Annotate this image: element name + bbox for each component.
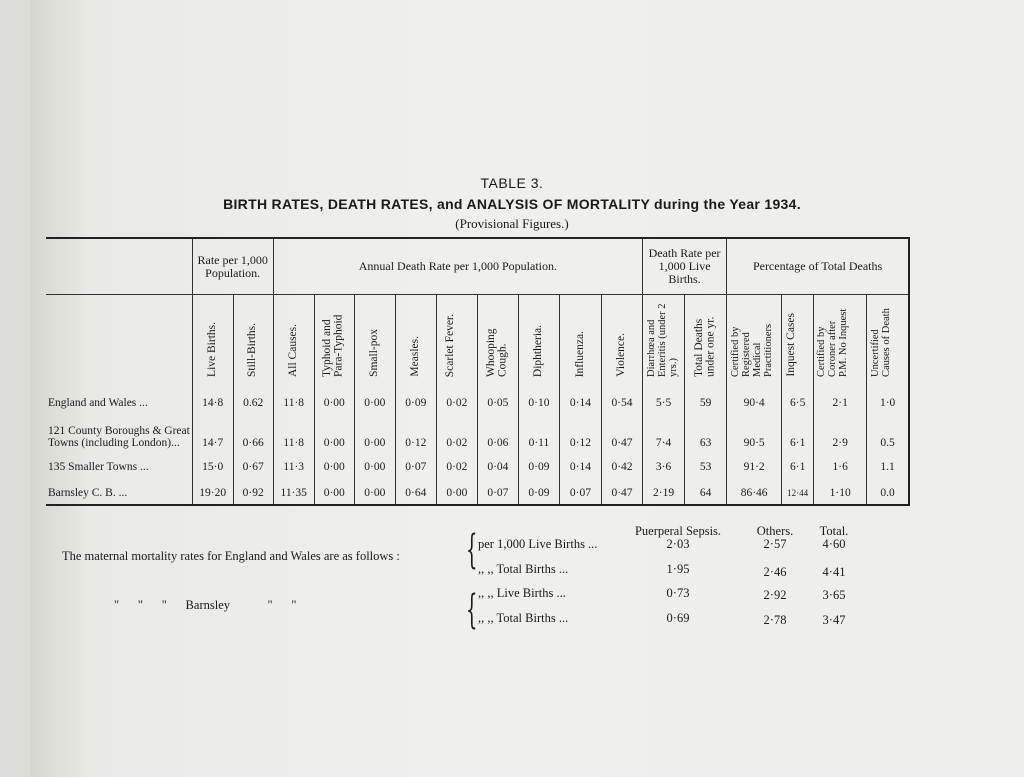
brace-icon: { (465, 527, 478, 573)
maternal-value: 2·46 (763, 565, 787, 579)
col-header: All Causes. (273, 295, 314, 384)
maternal-line-label: ,, ,, Live Births ... (478, 586, 566, 600)
maternal-barnsley-intro: " " " Barnsley " " (114, 598, 297, 612)
maternal-value: 2·92 (763, 588, 787, 602)
maternal-value: 2·57 (763, 537, 787, 551)
header-blank (46, 238, 192, 295)
maternal-value: 3·65 (822, 588, 846, 602)
maternal-value: 0·73 (666, 586, 690, 600)
col-header: Influenza. (559, 295, 601, 384)
maternal-value: 0·69 (666, 611, 690, 625)
maternal-value: 2·03 (666, 537, 690, 551)
header-total: Total. (819, 524, 849, 538)
col-header: Typhoid and Para-Typhoid (314, 295, 354, 384)
group-death-rate-live-births: Death Rate per 1,000 Live Births. (643, 238, 727, 295)
brace-icon: { (465, 587, 478, 633)
col-header: Total Deaths under one yr. (685, 295, 727, 384)
header-puerperal-sepsis: Puerperal Sepsis. (634, 524, 722, 538)
maternal-value: 4·60 (822, 537, 846, 551)
col-header: Measles. (395, 295, 436, 384)
col-header: Violence. (601, 295, 642, 384)
col-header: Still-Births. (233, 295, 273, 384)
col-header: Diphtheria. (518, 295, 559, 384)
col-header: Inquest Cases (782, 295, 814, 384)
col-header: Live Births. (192, 295, 233, 384)
maternal-line-label: ,, ,, Total Births ... (478, 562, 569, 576)
col-header: Scarlet Fever. (436, 295, 477, 384)
group-rate-per-1000: Rate per 1,000 Population. (192, 238, 273, 295)
maternal-value: 2·78 (763, 613, 787, 627)
col-header: Small-pox (354, 295, 395, 384)
mortality-table (46, 237, 910, 506)
col-header: Diarrhœa and Enteritis (under 2 yrs.) (643, 295, 685, 384)
maternal-value: 3·47 (822, 613, 846, 627)
col-header: Whooping Cough. (477, 295, 518, 384)
col-header: Certified by Registered Medical Practitioners (727, 295, 782, 384)
maternal-intro: The maternal mortality rates for England and Wales are as follows : (62, 549, 400, 563)
maternal-line-label: per 1,000 Live Births ... (478, 537, 598, 551)
col-header: Certified by Coroner after P.M. No Inquest (814, 295, 867, 384)
group-percentage: Percentage of Total Deaths (727, 238, 909, 295)
table-row: 121 County Boroughs & Great Towns (including London)... 14·7 0·66 11·8 0·00 0·00 0·12 0·02 0·06 0·11 0·12 0·47 7·4 63 90·5 6·1 2·9 0.5 (46, 415, 909, 453)
group-annual-death-rate: Annual Death Rate per 1,000 Population. (273, 238, 642, 295)
header-others: Others. (756, 524, 794, 538)
table-number: TABLE 3. (480, 175, 544, 191)
col-header: Uncertified Causes of Death (867, 295, 909, 384)
table-row: Barnsley C. B. ... 19·20 0·92 11·35 0·00 0·00 0·64 0·00 0·07 0·09 0·07 0·47 2·19 64 86·46 12·44 1·10 0.0 (46, 481, 909, 505)
maternal-value: 4·41 (822, 565, 846, 579)
table-title: BIRTH RATES, DEATH RATES, and ANALYSIS OF MORTALITY during the Year 1934. (223, 196, 801, 212)
maternal-line-label: ,, ,, Total Births ... (478, 611, 569, 625)
maternal-value: 1·95 (666, 562, 690, 576)
table-row: England and Wales ... 14·8 0.62 11·8 0·00 0·00 0·09 0·02 0·05 0·10 0·14 0·54 5·5 59 90·4 6·5 2·1 1·0 (46, 391, 909, 415)
table-note: (Provisional Figures.) (455, 216, 569, 231)
table-row: 135 Smaller Towns ... 15·0 0·67 11·3 0·00 0·00 0·07 0·02 0·04 0·09 0·14 0·42 3·6 53 91·2 6·1 1·6 1.1 (46, 453, 909, 481)
